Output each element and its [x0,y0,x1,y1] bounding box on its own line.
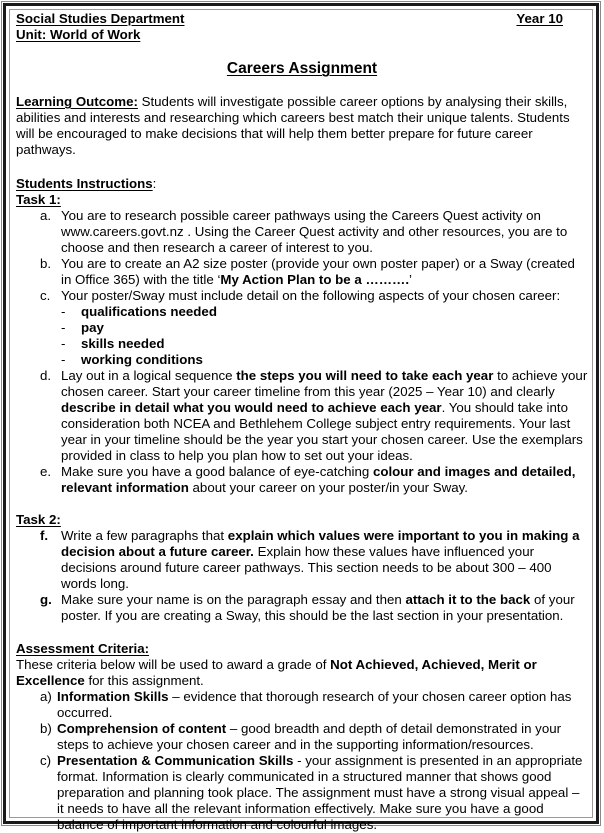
text-run: - your assignment is presented in an appropriate format. Information is clearly communicated in a structured manner that shows good preparation and planning took place. The assignment must have a strong visual appeal – it needs to have all the relevant information effectively. Make sure you have a good balance of important information and colourful images. [57,753,583,832]
text-run: Explain how these values have influenced your decisions around future career pathways. This section needs to be about 300 – 400 words long. [61,544,552,591]
task1-item [16,256,588,288]
learning-outcome-label: Learning Outcome: [16,94,138,109]
list-item-text [61,368,587,463]
assessment-section [16,641,588,833]
assessment-criteria-list [16,689,588,833]
document-title-text: Careers Assignment [226,60,378,77]
dash-bullet-icon: - [61,336,66,351]
assessment-criterion [16,753,588,833]
text-run: You are to create an A2 size poster (provide your own poster paper) or a Sway (created in Office 365) with the title ‘ [61,256,575,287]
aspect-text: qualifications needed [81,304,217,319]
task2-section [16,512,588,624]
department-heading: Social Studies Department [16,11,185,26]
text-run: Make sure you have a good balance of eye-catching [61,464,373,479]
list-item-text [61,208,567,255]
list-item-text [61,592,575,623]
aspect-item [61,352,588,368]
aspect-item [61,304,588,320]
text-run: ’ [409,272,413,287]
document-title [16,60,588,78]
header-row [16,11,588,27]
list-item-text [61,464,575,495]
task2-item [16,592,588,624]
task1-heading: Task 1: [16,192,61,207]
emphasized-text: Comprehension of content [57,721,227,736]
learning-outcome-text: Students will investigate possible career options by analysing their skills, abilities and interests and researching which careers best match their unique talents. Students will be encouraged to make decisions that will help them better prepare for future career pathways. [16,94,570,157]
text-run: to achieve your chosen career. Start your career timeline from this year (2025 – Year 10) and clearly [61,368,588,399]
instructions-heading-text: Students Instructions [16,176,153,191]
aspects-list [61,304,588,368]
dash-bullet-icon: - [61,352,66,367]
emphasized-text: Not Achieved, Achieved, Merit or Excellence [16,657,537,688]
instructions-section [16,176,588,496]
emphasized-text: Information Skills [57,689,169,704]
task2-heading: Task 2: [16,512,61,527]
text-run: – evidence that thorough research of your chosen career option has occurred. [57,689,572,720]
assessment-heading: Assessment Criteria: [16,641,150,656]
task2-item [16,528,588,592]
list-item-label: e. [40,464,52,479]
list-item-text [57,721,561,752]
list-item-label: a. [40,208,52,223]
list-item-label: b. [40,256,52,271]
task1-item [16,288,588,368]
dash-bullet-icon: - [61,320,66,335]
task1-item [16,368,588,464]
list-item-label: g. [40,592,52,607]
document-page [16,11,588,833]
aspect-text: skills needed [81,336,165,351]
list-item-label: a) [40,689,52,704]
task1-item [16,464,588,496]
text-run: . You should take into consideration both NCEA and Bethlehem College subject entry requirements. Your last year in your timeline should be the year you start your chosen career. Use the exemplars provided in class to help you plan how to set out your ideas. [61,400,583,463]
emphasized-text: Presentation & Communication Skills [57,753,294,768]
list-item-text [61,288,560,303]
text-run: Your poster/Sway must include detail on the following aspects of your chosen career: [61,288,561,303]
emphasized-text: attach it to the back [405,592,531,607]
year-level: Year 10 [516,11,563,26]
text-run: – good breadth and depth of detail demonstrated in your steps to achieve your chosen career and in the supporting information/resources. [57,721,562,752]
list-item-label: c. [40,288,51,303]
dash-bullet-icon: - [61,304,66,319]
text-run: about your career on your poster/in your Sway. [188,480,468,495]
aspect-item [61,320,588,336]
assessment-intro [16,657,588,689]
text-run: for this assignment. [84,673,204,688]
emphasized-text: My Action Plan to be a ………. [220,272,410,287]
text-run: Lay out in a logical sequence [61,368,237,383]
assessment-criterion [16,721,588,753]
emphasized-text: explain which values were important to you in making a decision about a future career. [61,528,580,559]
task2-list [16,528,588,624]
list-item-label: d. [40,368,52,383]
text-run: Write a few paragraphs that [61,528,228,543]
unit-heading: Unit: World of Work [16,27,141,42]
learning-outcome [16,94,588,158]
assessment-criterion [16,689,588,721]
list-item-text [61,528,580,591]
list-item-label: b) [40,721,52,736]
list-item-label: f. [40,528,49,543]
instructions-heading [16,176,588,192]
list-item-text [57,753,582,832]
aspect-text: working conditions [81,352,203,367]
list-item-text [61,256,575,287]
aspect-text: pay [81,320,104,335]
text-run: These criteria below will be used to award a grade of [16,657,331,672]
list-item-text [57,689,571,720]
emphasized-text: colour and images and detailed, relevant information [61,464,576,495]
text-run: of your poster. If you are creating a Sway, this should be the last section in your presentation. [61,592,575,623]
text-run: You are to research possible career pathways using the Careers Quest activity on www.careers.govt.nz . Using the Career Quest activity and other resources, you are to choose and then research a career of interest to you. [61,208,568,255]
instructions-heading-colon: : [152,176,157,191]
list-item-label: c) [40,753,52,768]
emphasized-text: describe in detail what you would need to achieve each year [61,400,442,415]
text-run: Make sure your name is on the paragraph essay and then [61,592,406,607]
emphasized-text: the steps you will need to take each year [236,368,494,383]
task1-item [16,208,588,256]
aspect-item [61,336,588,352]
task1-list [16,208,588,496]
